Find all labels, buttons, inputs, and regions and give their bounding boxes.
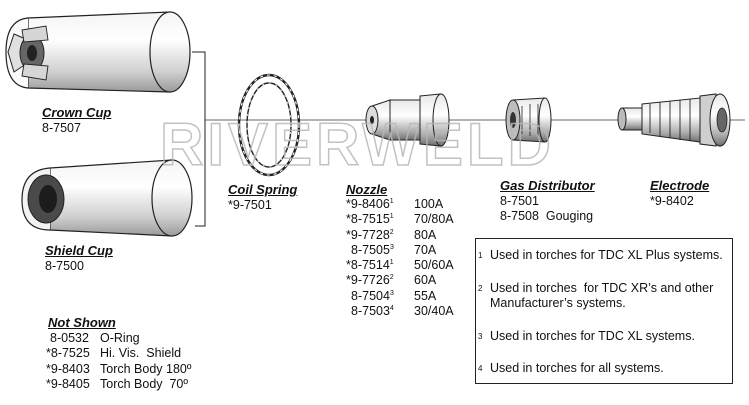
crown-cup-part-number: 8-7507 [42, 121, 81, 135]
not-shown-title: Not Shown [48, 315, 116, 330]
gas-distributor-gouging-part-number: 8-7508 Gouging [500, 209, 594, 223]
footnote: 3 Used in torches for TDC XL systems. [478, 329, 695, 343]
crown-cup-title: Crown Cup [42, 105, 112, 120]
footnote: 1 Used in torches for TDC XL Plus systems. [478, 248, 723, 262]
gas-distributor-part-number: 8-7501 [500, 194, 539, 208]
coil-spring-title: Coil Spring [228, 182, 298, 197]
not-shown-item: *8-7525 Hi. Vis. Shield [46, 346, 182, 361]
watermark: RIVERWELD [160, 111, 555, 178]
nozzle-part-list [346, 197, 454, 319]
footnote: 2 Used in torches for TDC XR’s and other Manufacturer’s systems. [478, 281, 717, 310]
nozzle-item: 8-7504$^3$ 55A [351, 288, 437, 303]
nozzle-item: *9-8406$^1$ 100A [346, 197, 444, 211]
nozzle-item: *9-7728$^2$ 80A [346, 227, 437, 242]
electrode-drawing [618, 94, 730, 146]
nozzle-item: 8-7505$^3$ 70A [351, 242, 437, 257]
nozzle-item: *9-7726$^2$ 60A [346, 273, 437, 288]
nozzle-item: *8-7514$^1$ 50/60A [346, 258, 454, 273]
shield-cup-part-number: 8-7500 [45, 259, 84, 273]
footnote-box [475, 238, 733, 384]
electrode-title: Electrode [650, 178, 710, 193]
not-shown-item: *9-8403 Torch Body 180º [46, 361, 192, 376]
nozzle-item: *8-7515$^1$ 70/80A [346, 212, 454, 227]
not-shown-item: *9-8405 Torch Body 70º [46, 376, 188, 391]
not-shown-item: 8-0532 O-Ring [50, 331, 140, 345]
footnote: 4 Used in torches for all systems. [478, 361, 664, 375]
gas-distributor-title: Gas Distributor [500, 178, 595, 193]
electrode-part-number: *9-8402 [650, 194, 694, 208]
coil-spring-part-number: *9-7501 [228, 198, 272, 212]
crown-cup-drawing [6, 12, 190, 92]
shield-cup-title: Shield Cup [45, 243, 113, 258]
not-shown-list [46, 331, 191, 392]
nozzle-title: Nozzle [346, 182, 388, 197]
nozzle-item: 8-7503$^4$ 30/40A [351, 304, 454, 319]
